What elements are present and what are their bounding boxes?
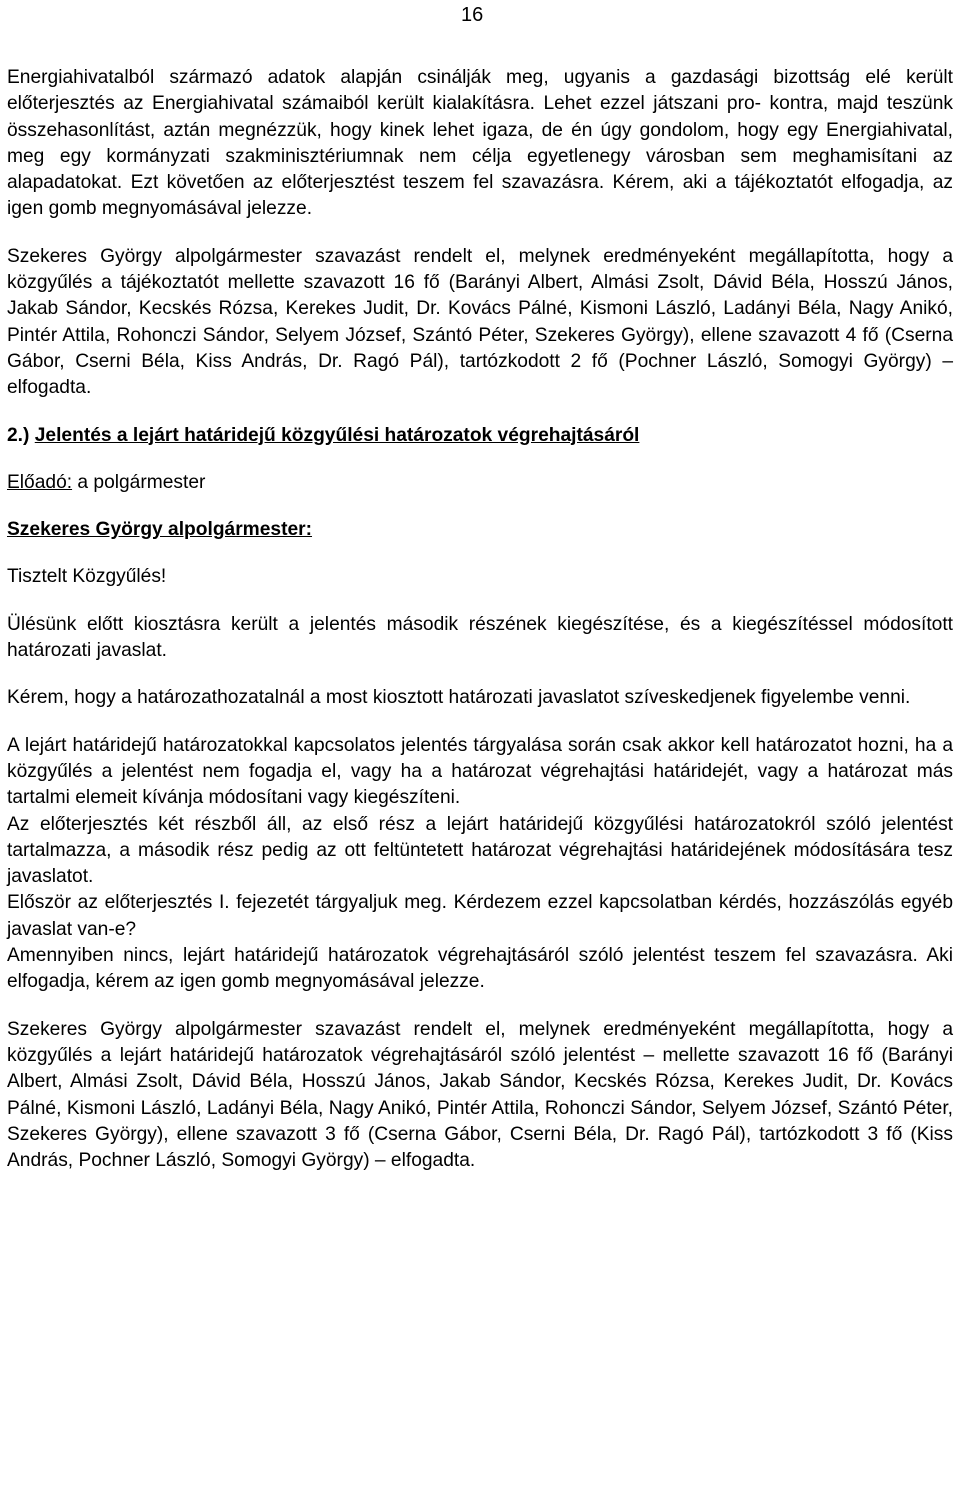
paragraph-kiosztas: Ülésünk előtt kiosztásra került a jelentés második részének kiegészítése, és a kiegészítéssel módosított határozati javaslat. — [7, 613, 953, 662]
page-number: 16 — [461, 4, 484, 26]
presenter-line — [7, 470, 953, 496]
agenda-item-number: 2.) — [7, 424, 30, 446]
agenda-item-title: Jelentés a lejárt határidejű közgyűlési határozatok végrehajtásáról — [34, 424, 640, 446]
greeting: Tisztelt Közgyűlés! — [7, 566, 167, 588]
paragraph-hatarozat-hozatal: A lejárt határidejű határozatokkal kapcsolatos jelentés tárgyalása során csak akkor kell határozatot hozni, ha a közgyűlés a jelentést nem fogadja el, vagy ha a határozat végrehajtási határidejét, vagy a határozat más tartalmi elemeit kívánja módosítani vagy kiegészíteni. — [7, 734, 953, 809]
presenter-value: a polgármester — [72, 471, 206, 493]
paragraph-eloterjesztes-reszek: Az előterjesztés két részből áll, az első rész a lejárt határidejű közgyűlési határozatokról szóló jelentést tartalmazza, a második rész pedig az ott feltüntetett határozat végrehajtási határidejének módosítására tesz javaslatot. — [7, 813, 953, 888]
speaker-heading — [7, 517, 953, 543]
paragraph-vote-result-tajekoztato: Szekeres György alpolgármester szavazást rendelt el, melynek eredményeként megállapította, hogy a közgyűlés a tájékoztatót mellette szavazott 16 fő (Barányi Albert, Almási Zsolt, Dávid Béla, Hosszú János, Jakab Sándor, Kecskés Rózsa, Kerekes Judit, Dr. Kovács Pálné, Kismoni László, Ladányi Béla, Nagy Anikó, Pintér Attila, Rohonczi Sándor, Selyem József, Szántó Péter, Szekeres György), ellene szavazott 4 fő (Cserna Gábor, Cserni Béla, Kiss András, Dr. Ragó Pál), tartózkodott 2 fő (Pochner László, Somogyi György) – elfogadta. — [7, 245, 953, 399]
document-body — [7, 65, 953, 1195]
presenter-label: Előadó: — [7, 471, 73, 493]
paragraph-figyelembe: Kérem, hogy a határozathozatalnál a most kiosztott határozati javaslatot szíveskedjenek figyelembe venni. — [7, 687, 911, 709]
paragraph-szavazasra: Amennyiben nincs, lejárt határidejű határozatok végrehajtásáról szóló jelentést teszem fel szavazásra. Aki elfogadja, kérem az igen gomb megnyomásával jelezze. — [7, 945, 953, 993]
paragraph-vote-result-jelentes: Szekeres György alpolgármester szavazást rendelt el, melynek eredményeként megállapította, hogy a közgyűlés a lejárt határidejű határozatok végrehajtásáról szóló jelentést – mellette szavazott 16 fő (Barányi Albert, Almási Zsolt, Dávid Béla, Hosszú János, Jakab Sándor, Kecskés Rózsa, Kerekes Judit, Dr. Kovács Pálné, Kismoni László, Ladányi Béla, Nagy Anikó, Pintér Attila, Rohonczi Sándor, Selyem József, Szántó Péter, Szekeres György), ellene szavazott 3 fő (Cserna Gábor, Cserni Béla, Dr. Ragó Pál), tartózkodott 3 fő (Kiss András, Pochner László, Somogyi György) – elfogadta. — [7, 1018, 953, 1172]
agenda-item-heading — [7, 423, 953, 449]
speaker-name: Szekeres György alpolgármester: — [7, 519, 313, 541]
paragraph-elso-fejezet: Először az előterjesztés I. fejezetét tárgyaljuk meg. Kérdezem ezzel kapcsolatban kérdés, hozzászólás egyéb javaslat van-e? — [7, 892, 953, 940]
paragraph-energiahivatal: Energiahivatalból származó adatok alapján csinálják meg, ugyanis a gazdasági bizottság elé került előterjesztés az Energiahivatal számaiból került kialakításra. Lehet ezzel játszani pro- kontra, majd teszünk összehasonlítást, aztán megnézzük, hogy kinek lehet igaza, de én úgy gondolom, hogy egy Energiahivatal, meg egy kormányzati szakminisztériumnak nem célja egyetlenegy városban sem meghamisítani az alapadatokat. Ezt követően az előterjesztést teszem fel szavazásra. Kérem, aki a tájékoztatót elfogadja, az igen gomb megnyomásával jelezze. — [7, 67, 953, 220]
